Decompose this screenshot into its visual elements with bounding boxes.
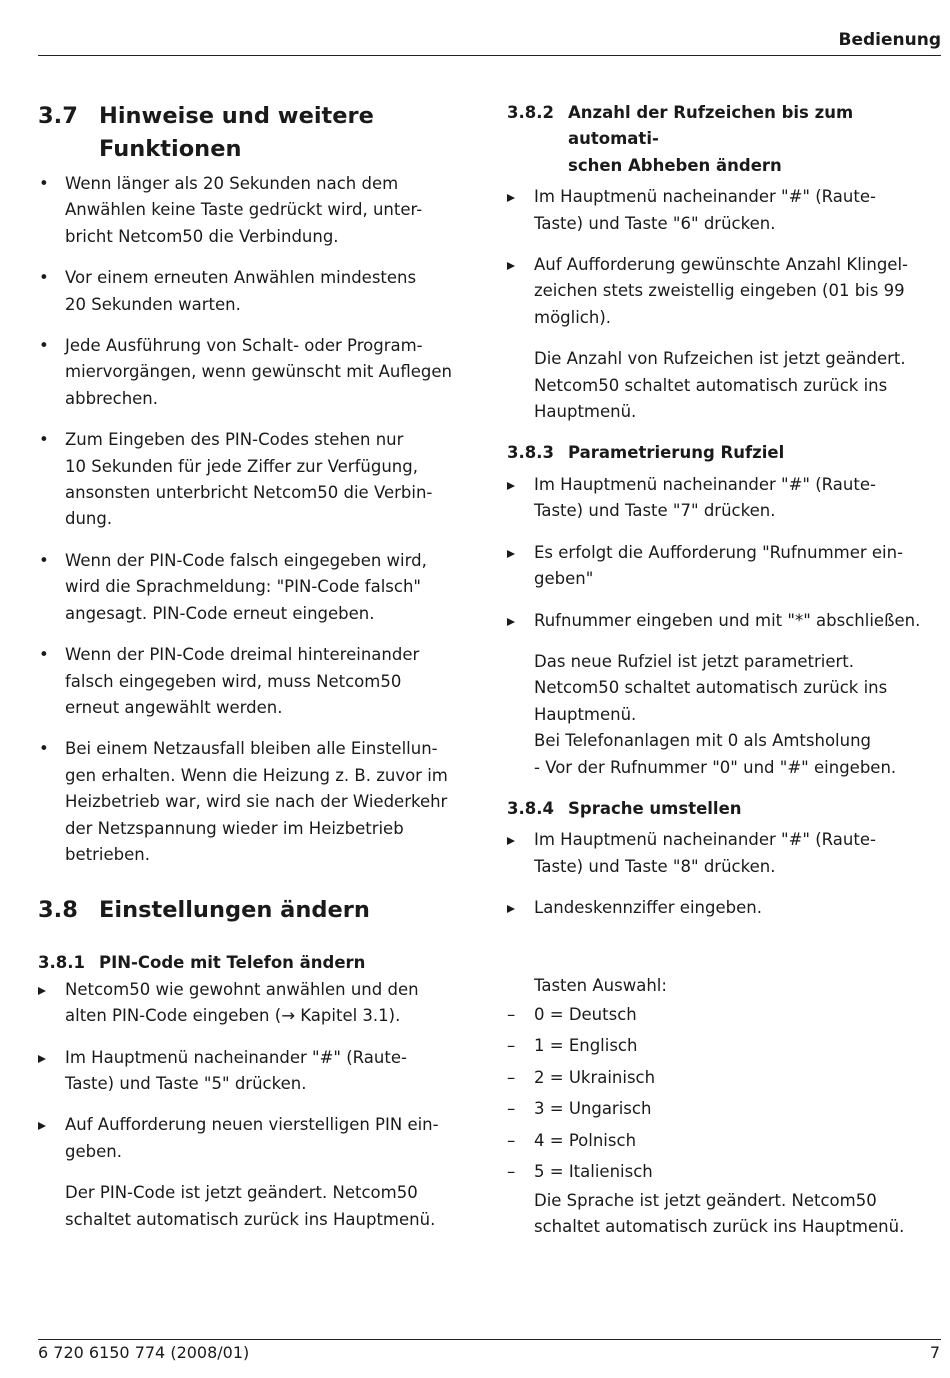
step-arrow-icon — [507, 194, 515, 202]
document-id: 6 720 6150 774 (2008/01) — [38, 1343, 250, 1362]
text-line: Vor einem erneuten Anwählen mindestens — [65, 268, 417, 288]
section-title — [568, 100, 943, 179]
step-item — [507, 184, 943, 237]
item-text — [65, 333, 470, 412]
step-item — [507, 827, 943, 880]
section-3-8-3-heading — [507, 440, 943, 466]
item-text — [65, 427, 470, 533]
dash-icon: – — [507, 1004, 516, 1024]
note-item — [38, 427, 470, 533]
text-line: gen erhalten. Wenn die Heizung z. B. zuvor im — [65, 765, 448, 785]
item-text — [65, 548, 470, 627]
text-line: miervorgängen, wenn gewünscht mit Auflegen — [65, 362, 452, 382]
text-line: 10 Sekunden für jede Ziffer zur Verfügung, — [65, 456, 418, 476]
step-arrow-icon — [507, 618, 515, 626]
bullet-icon: • — [39, 174, 49, 193]
section-number: 3.7 — [38, 103, 78, 129]
language-key-item — [507, 1125, 943, 1157]
text-line: Das neue Rufziel ist jetzt parametriert. — [534, 651, 855, 671]
dash-icon: – — [507, 1067, 516, 1087]
text-line: Rufnummer eingeben und mit "*" abschließen. — [534, 610, 921, 630]
step-arrow-icon — [507, 905, 515, 913]
language-key-text: 2 = Ukrainisch — [534, 1067, 656, 1087]
language-key-item — [507, 1030, 943, 1062]
steps-list — [507, 184, 943, 331]
text-line: Netcom50 schaltet automatisch zurück ins — [534, 375, 888, 395]
step-item — [507, 895, 943, 921]
bullet-icon: • — [39, 430, 49, 450]
keys-label: Tasten Auswahl: — [534, 975, 667, 995]
text-line: alten PIN-Code eingeben (→ Kapitel 3.1). — [65, 1006, 401, 1026]
item-text — [65, 642, 470, 721]
section-title: Einstellungen ändern — [99, 897, 370, 924]
text-line: Die Sprache ist jetzt geändert. Netcom50 — [534, 1190, 877, 1210]
result-text — [507, 649, 943, 781]
note-item — [38, 265, 470, 318]
text-line: Hauptmenü. — [534, 402, 637, 422]
step-arrow-icon — [507, 262, 515, 270]
section-title-line: Hinweise und weitere — [99, 103, 374, 129]
item-text — [65, 265, 470, 318]
item-text — [65, 736, 470, 868]
text-line: Anwählen keine Taste gedrückt wird, unter- — [65, 200, 423, 220]
section-title — [99, 100, 374, 166]
item-text — [534, 184, 943, 237]
item-text — [534, 472, 943, 525]
section-3-7-heading — [38, 100, 470, 166]
header-rule — [38, 55, 941, 56]
bullet-icon: • — [39, 336, 49, 356]
language-key-text: 0 = Deutsch — [534, 1004, 637, 1024]
step-item — [507, 472, 943, 525]
steps-list — [38, 977, 470, 1165]
item-text — [65, 977, 470, 1030]
text-line: abbrechen. — [65, 388, 159, 408]
text-line: Auf Aufforderung neuen vierstelligen PIN ein- — [65, 1115, 439, 1135]
bullet-icon: • — [39, 739, 49, 759]
text-line: Jede Ausführung von Schalt- oder Program- — [65, 336, 423, 356]
text-line: zeichen stets zweistellig eingeben (01 bis 99 — [534, 281, 905, 301]
text-line: bricht Netcom50 die Verbindung. — [65, 226, 339, 246]
note-item — [38, 171, 470, 250]
language-key-item — [507, 1093, 943, 1125]
note-item — [38, 333, 470, 412]
section-title-line: schen Abheben ändern — [568, 155, 782, 175]
text-line: 20 Sekunden warten. — [65, 294, 241, 314]
section-number: 3.8.1 — [38, 953, 85, 973]
step-item — [38, 1112, 470, 1165]
notes-list — [38, 171, 470, 868]
dash-icon: – — [507, 1099, 516, 1119]
result-text — [507, 1188, 943, 1241]
text-line: Der PIN-Code ist jetzt geändert. Netcom50 — [65, 1183, 418, 1203]
steps-list — [507, 827, 943, 921]
text-line: Landeskennziffer eingeben. — [534, 898, 762, 918]
text-line: Wenn der PIN-Code dreimal hintereinander — [65, 645, 420, 665]
item-text — [65, 171, 470, 250]
text-line: Taste) und Taste "7" drücken. — [534, 501, 776, 521]
section-title: Parametrierung Rufziel — [568, 443, 785, 463]
text-line: Im Hauptmenü nacheinander "#" (Raute- — [534, 474, 876, 494]
section-number: 3.8 — [38, 897, 78, 924]
text-line: Heizbetrieb war, wird sie nach der Wiederkehr — [65, 792, 448, 812]
step-arrow-icon — [38, 1055, 46, 1063]
step-item — [507, 252, 943, 331]
text-line: Bei Telefonanlagen mit 0 als Amtsholung — [534, 731, 872, 751]
dash-icon: – — [507, 1130, 516, 1150]
language-key-text: 4 = Polnisch — [534, 1130, 637, 1150]
language-key-item — [507, 1156, 943, 1188]
language-keys-list — [507, 999, 943, 1188]
text-line: schaltet automatisch zurück ins Hauptmenü. — [534, 1217, 905, 1237]
section-number: 3.8.2 — [507, 103, 554, 122]
section-title: Sprache umstellen — [568, 798, 742, 818]
note-item — [38, 642, 470, 721]
note-item — [38, 548, 470, 627]
section-3-8-2-heading — [507, 100, 943, 179]
step-item — [507, 608, 943, 634]
footer-rule — [38, 1339, 941, 1340]
step-item — [507, 540, 943, 593]
step-arrow-icon — [38, 987, 46, 995]
section-number: 3.8.4 — [507, 798, 554, 818]
result-text — [38, 1180, 470, 1233]
right-column — [507, 100, 943, 1241]
text-line: Im Hauptmenü nacheinander "#" (Raute- — [534, 830, 876, 850]
text-line: Wenn länger als 20 Sekunden nach dem — [65, 174, 399, 193]
item-text — [534, 540, 943, 593]
item-text — [534, 827, 943, 880]
step-arrow-icon — [38, 1122, 46, 1130]
text-line: angesagt. PIN-Code erneut eingeben. — [65, 603, 375, 623]
text-line: Zum Eingeben des PIN-Codes stehen nur — [65, 430, 404, 450]
text-line: ansonsten unterbricht Netcom50 die Verbin- — [65, 483, 433, 503]
text-line: Die Anzahl von Rufzeichen ist jetzt geändert. — [534, 349, 906, 369]
text-line: Netcom50 wie gewohnt anwählen und den — [65, 979, 419, 999]
step-item — [38, 1045, 470, 1098]
text-line: - Vor der Rufnummer "0" und "#" eingeben. — [534, 757, 897, 777]
text-line: Taste) und Taste "6" drücken. — [534, 213, 776, 233]
header-title: Bedienung — [838, 30, 941, 50]
step-arrow-icon — [507, 837, 515, 845]
dash-icon: – — [507, 1162, 516, 1182]
section-title-line: Anzahl der Rufzeichen bis zum automati- — [568, 103, 854, 149]
step-item — [38, 977, 470, 1030]
result-text — [507, 346, 943, 425]
note-item — [38, 736, 470, 868]
step-arrow-icon — [507, 482, 515, 490]
text-line: wird die Sprachmeldung: "PIN-Code falsch" — [65, 577, 421, 597]
item-text — [65, 1112, 470, 1165]
text-line: Im Hauptmenü nacheinander "#" (Raute- — [65, 1047, 407, 1067]
item-text — [534, 608, 943, 634]
item-text — [534, 895, 943, 921]
text-line: schaltet automatisch zurück ins Hauptmenü. — [65, 1209, 436, 1229]
section-title: PIN-Code mit Telefon ändern — [99, 953, 366, 973]
text-line: Hauptmenü. — [534, 704, 637, 724]
bullet-icon: • — [39, 645, 49, 665]
text-line: betrieben. — [65, 844, 150, 864]
section-3-8-1-heading — [38, 950, 470, 976]
text-line: der Netzspannung wieder im Heizbetrieb — [65, 818, 404, 838]
section-number: 3.8.3 — [507, 443, 554, 463]
steps-list — [507, 472, 943, 634]
item-text — [534, 252, 943, 331]
bullet-icon: • — [39, 268, 49, 288]
step-arrow-icon — [507, 550, 515, 558]
text-line: geben" — [534, 569, 594, 589]
bullet-icon: • — [39, 550, 49, 570]
text-line: Auf Aufforderung gewünschte Anzahl Klingel- — [534, 255, 908, 275]
text-line: falsch eingegeben wird, muss Netcom50 — [65, 671, 402, 691]
text-line: Im Hauptmenü nacheinander "#" (Raute- — [534, 187, 876, 207]
text-line: Taste) und Taste "5" drücken. — [65, 1073, 307, 1093]
item-text — [65, 1045, 470, 1098]
language-key-text: 5 = Italienisch — [534, 1162, 653, 1182]
left-column — [38, 100, 470, 1233]
text-line: erneut angewählt werden. — [65, 697, 283, 717]
text-line: Netcom50 schaltet automatisch zurück ins — [534, 678, 888, 698]
page-number: 7 — [929, 1343, 940, 1362]
section-3-8-4-heading — [507, 796, 943, 822]
text-line: Taste) und Taste "8" drücken. — [534, 856, 776, 876]
text-line: Wenn der PIN-Code falsch eingegeben wird, — [65, 550, 427, 570]
text-line: geben. — [65, 1141, 122, 1161]
text-line: Bei einem Netzausfall bleiben alle Einstellun- — [65, 739, 438, 759]
language-key-item — [507, 999, 943, 1031]
text-line: Es erfolgt die Aufforderung "Rufnummer ein- — [534, 542, 904, 562]
language-key-item — [507, 1062, 943, 1094]
section-3-8-heading — [38, 894, 470, 927]
text-line: möglich). — [534, 307, 612, 327]
language-key-text: 3 = Ungarisch — [534, 1099, 652, 1119]
text-line: dung. — [65, 509, 113, 529]
dash-icon: – — [507, 1036, 516, 1056]
section-title-line: Funktionen — [99, 136, 242, 162]
language-key-text: 1 = Englisch — [534, 1036, 638, 1056]
